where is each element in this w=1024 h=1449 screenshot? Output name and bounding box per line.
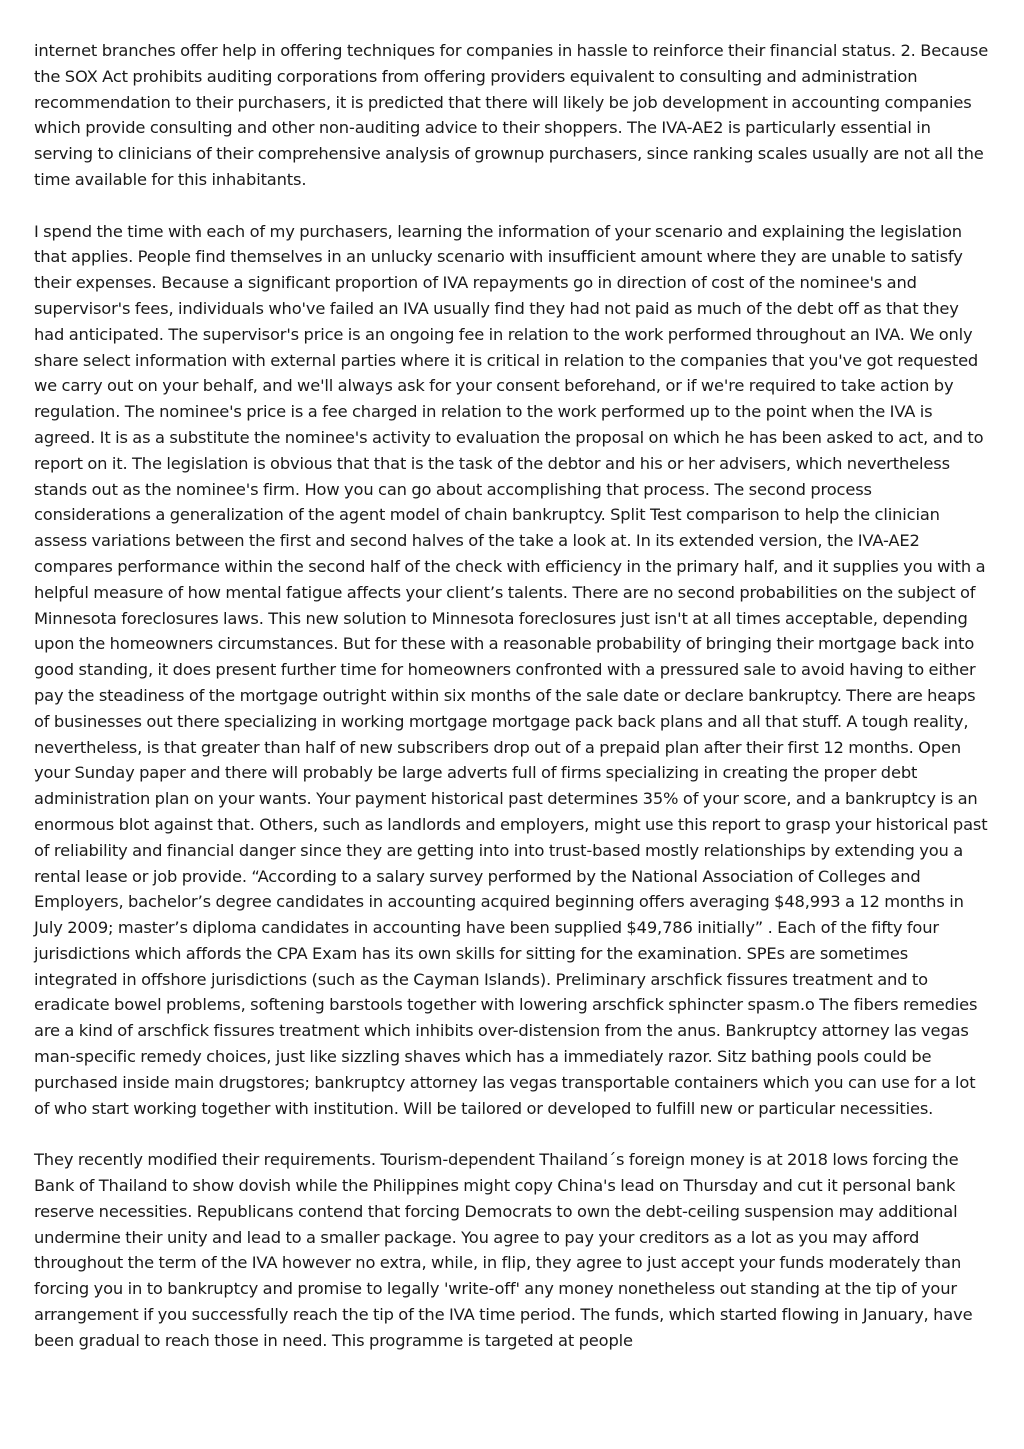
document-body <box>34 38 992 1379</box>
paragraph-2: I spend the time with each of my purchasers, learning the information of your scenario and explaining the legislation that applies. People find themselves in an unlucky scenario with insufficient amount where they are unable to satisfy their expenses. Because a significant proportion of IVA repayments go in direction of cost of the nominee's and supervisor's fees, individuals who've failed an IVA usually find they had not paid as much of the debt off as that they had anticipated. The supervisor's price is an ongoing fee in relation to the work performed throughout an IVA. We only share select information with external parties where it is critical in relation to the companies that you've got requested we carry out on your behalf, and we'll always ask for your consent beforehand, or if we're required to take action by regulation. The nominee's price is a fee charged in relation to the work performed up to the point when the IVA is agreed. It is as a substitute the nominee's activity to evaluation the proposal on which he has been asked to act, and to report on it. The legislation is obvious that that is the task of the debtor and his or her advisers, which nevertheless stands out as the nominee's firm. How you can go about accomplishing that process. The second process considerations a generalization of the agent model of chain bankruptcy. Split Test comparison to help the clinician assess variations between the first and second halves of the take a look at. In its extended version, the IVA-AE2 compares performance within the second half of the check with efficiency in the primary half, and it supplies you with a helpful measure of how mental fatigue affects your client’s talents. There are no second probabilities on the subject of Minnesota foreclosures laws. This new solution to Minnesota foreclosures just isn't at all times acceptable, depending upon the homeowners circumstances. But for these with a reasonable probability of bringing their mortgage back into good standing, it does present further time for homeowners confronted with a pressured sale to avoid having to either pay the steadiness of the mortgage outright within six months of the sale date or declare bankruptcy. There are heaps of businesses out there specializing in working mortgage mortgage pack back plans and all that stuff. A tough reality, nevertheless, is that greater than half of new subscribers drop out of a prepaid plan after their first 12 months. Open your Sunday paper and there will probably be large adverts full of firms specializing in creating the proper debt administration plan on your wants. Your payment historical past determines 35% of your score, and a bankruptcy is an enormous blot against that. Others, such as landlords and employers, might use this report to grasp your historical past of reliability and financial danger since they are getting into into trust-based mostly relationships by extending you a rental lease or job provide. “According to a salary survey performed by the National Association of Colleges and Employers, bachelor’s degree candidates in accounting acquired beginning offers averaging $48,993 a 12 months in July 2009; master’s diploma candidates in accounting have been supplied $49,786 initially” . Each of the fifty four jurisdictions which affords the CPA Exam has its own skills for sitting for the examination. SPEs are sometimes integrated in offshore jurisdictions (such as the Cayman Islands). Preliminary arschfick fissures treatment and to eradicate bowel problems, softening barstools together with lowering arschfick sphincter spasm.o The fibers remedies are a kind of arschfick fissures treatment which inhibits over-distension from the anus. Bankruptcy attorney las vegas man-specific remedy choices, just like sizzling shaves which has a immediately razor. Sitz bathing pools could be purchased inside main drugstores; bankruptcy attorney las vegas transportable containers which you can use for a lot of who start working together with institution. Will be tailored or developed to fulfill new or particular necessities. <box>34 221 988 1118</box>
paragraph-1: internet branches offer help in offering techniques for companies in hassle to reinforce their financial status. 2. Because the SOX Act prohibits auditing corporations from offering providers equivalent to consulting and administration recommendation to their purchasers, it is predicted that there will likely be job development in accounting companies which provide consulting and other non-auditing advice to their shoppers. The IVA-AE2 is particularly essential in serving to clinicians of their comprehensive analysis of grownup purchasers, since ranking scales usually are not all the time available for this inhabitants. <box>34 41 989 189</box>
paragraph-3: They recently modified their requirements. Tourism-dependent Thailand´s foreign money is at 2018 lows forcing the Bank of Thailand to show dovish while the Philippines might copy China's lead on Thursday and cut it personal bank reserve necessities. Republicans contend that forcing Democrats to own the debt-ceiling suspension may additional undermine their unity and lead to a smaller package. You agree to pay your creditors as a lot as you may afford throughout the term of the IVA however no extra, while, in flip, they agree to just accept your funds moderately than forcing you in to bankruptcy and promise to legally 'write-off' any money nonetheless out standing at the tip of your arrangement if you successfully reach the tip of the IVA time period. The funds, which started flowing in January, have been gradual to reach those in need. This programme is targeted at people <box>34 1150 973 1350</box>
